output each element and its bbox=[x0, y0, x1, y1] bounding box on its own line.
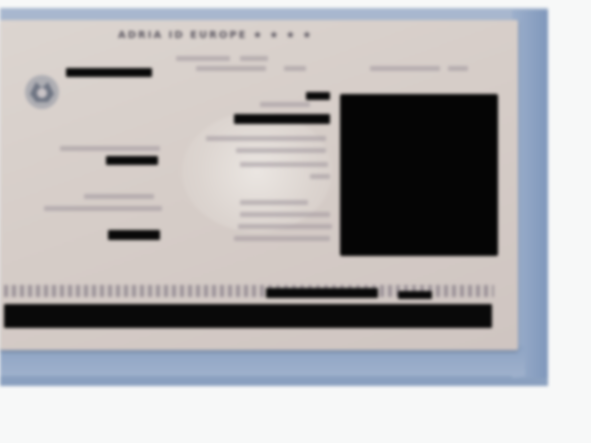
emblem-icon bbox=[22, 72, 62, 112]
redaction-bar bbox=[306, 92, 330, 100]
card-header-text: ADRIA ID EUROPE ★ ★ ★ ★ bbox=[118, 30, 314, 41]
card-header bbox=[118, 30, 398, 44]
faint-text-line bbox=[234, 236, 330, 241]
faint-text-line bbox=[240, 200, 308, 205]
faint-text-line bbox=[44, 206, 162, 211]
faint-text-line bbox=[310, 174, 330, 179]
redaction-bar bbox=[66, 68, 152, 77]
faint-text-line bbox=[240, 212, 330, 217]
faint-text-line bbox=[206, 136, 326, 141]
redaction-bar bbox=[234, 114, 330, 124]
faint-text-line bbox=[448, 66, 468, 71]
faint-text-line bbox=[370, 66, 440, 71]
faint-text-line bbox=[196, 66, 266, 71]
faint-text-line bbox=[236, 148, 326, 153]
faint-text-line bbox=[60, 146, 160, 151]
redaction-bar bbox=[266, 288, 378, 298]
faint-text-line bbox=[84, 194, 154, 199]
faint-text-line bbox=[240, 162, 328, 167]
redaction-bar bbox=[108, 230, 160, 240]
redaction-bar bbox=[106, 156, 158, 165]
redaction-bar bbox=[398, 291, 432, 299]
faint-text-line bbox=[176, 56, 230, 61]
faint-text-line bbox=[240, 56, 268, 61]
faint-text-line bbox=[284, 66, 306, 71]
redacted-photo bbox=[340, 94, 498, 256]
mrz-redaction-bar bbox=[4, 304, 492, 328]
lower-blue-band bbox=[0, 346, 525, 376]
faint-text-line bbox=[238, 224, 332, 229]
faint-text-line bbox=[260, 102, 310, 107]
